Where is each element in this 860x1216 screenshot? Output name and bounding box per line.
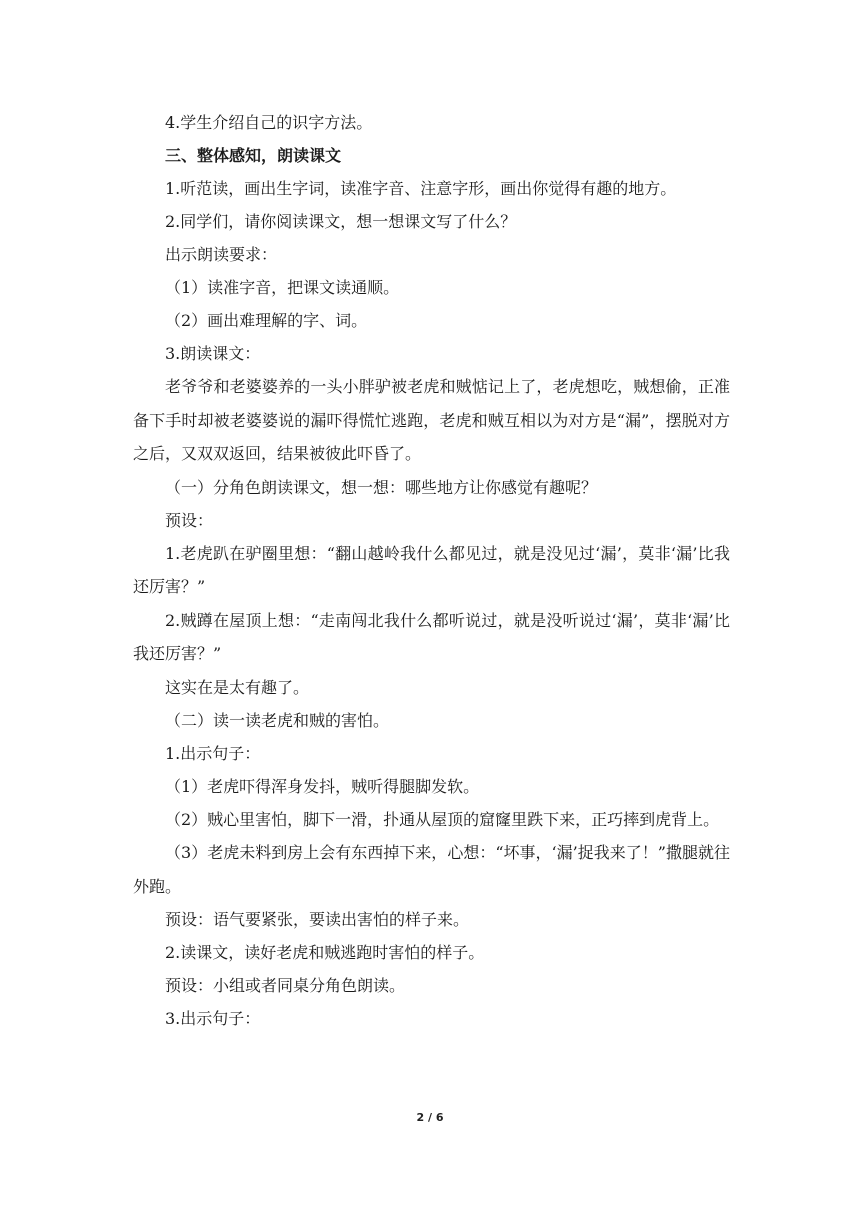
paragraph: （1）读准字音，把课文读通顺。 [165,278,400,297]
paragraph: 3.朗读课文： [165,344,261,363]
paragraph: 1.老虎趴在驴圈里想：“翻山越岭我什么都见过，就是没见过‘漏’，莫非‘漏’比我还厉害？” [133,543,730,596]
paragraph: （2）贼心里害怕，脚下一滑，扑通从屋顶的窟窿里跌下来，正巧摔到虎背上。 [165,809,720,829]
paragraph: （二）读一读老虎和贼的害怕。 [165,710,390,730]
paragraph: 老爷爷和老婆婆养的一头小胖驴被老虎和贼惦记上了，老虎想吃，贼想偷，正准备下手时却被老婆婆说的漏吓得慌忙逃跑，老虎和贼互相以为对方是“漏”，摆脱对方之后，又双双返回，结果被彼此吓昏了。 [133,377,730,463]
page-number: 2 / 6 [416,1111,444,1124]
paragraph: 预设：小组或者同桌分角色朗读。 [165,976,406,995]
paragraph: 出示朗读要求： [165,245,278,264]
paragraph: 1.出示句子： [165,743,261,763]
paragraph: 2.贼蹲在屋顶上想：“走南闯北我什么都听说过，就是没听说过‘漏’，莫非‘漏’比我还厉害？” [133,610,730,663]
paragraph: 2.读课文，读好老虎和贼逃跑时害怕的样子。 [165,943,485,962]
paragraph: 4.学生介绍自己的识字方法。 [165,113,373,132]
paragraph: （一）分角色朗读课文，想一想：哪些地方让你感觉有趣呢？ [165,477,598,497]
paragraph: 3.出示句子： [165,1009,261,1028]
paragraph: （3）老虎未料到房上会有东西掉下来，心想：“坏事，‘漏’捉我来了！”撒腿就往外跑。 [133,843,730,896]
paragraph: （2）画出难理解的字、词。 [165,311,368,330]
paragraph: （1）老虎吓得浑身发抖，贼听得腿脚发软。 [165,776,480,796]
paragraph: 1.听范读，画出生字词，读准字音、注意字形，画出你觉得有趣的地方。 [165,179,677,198]
paragraph: 预设：语气要紧张，要读出害怕的样子来。 [165,910,470,929]
section-heading: 三、整体感知，朗读课文 [165,146,342,165]
document-body [133,106,730,1035]
paragraph: 预设： [165,510,214,530]
paragraph: 这实在是太有趣了。 [165,677,310,697]
paragraph: 2.同学们，请你阅读课文，想一想课文写了什么？ [165,212,517,231]
